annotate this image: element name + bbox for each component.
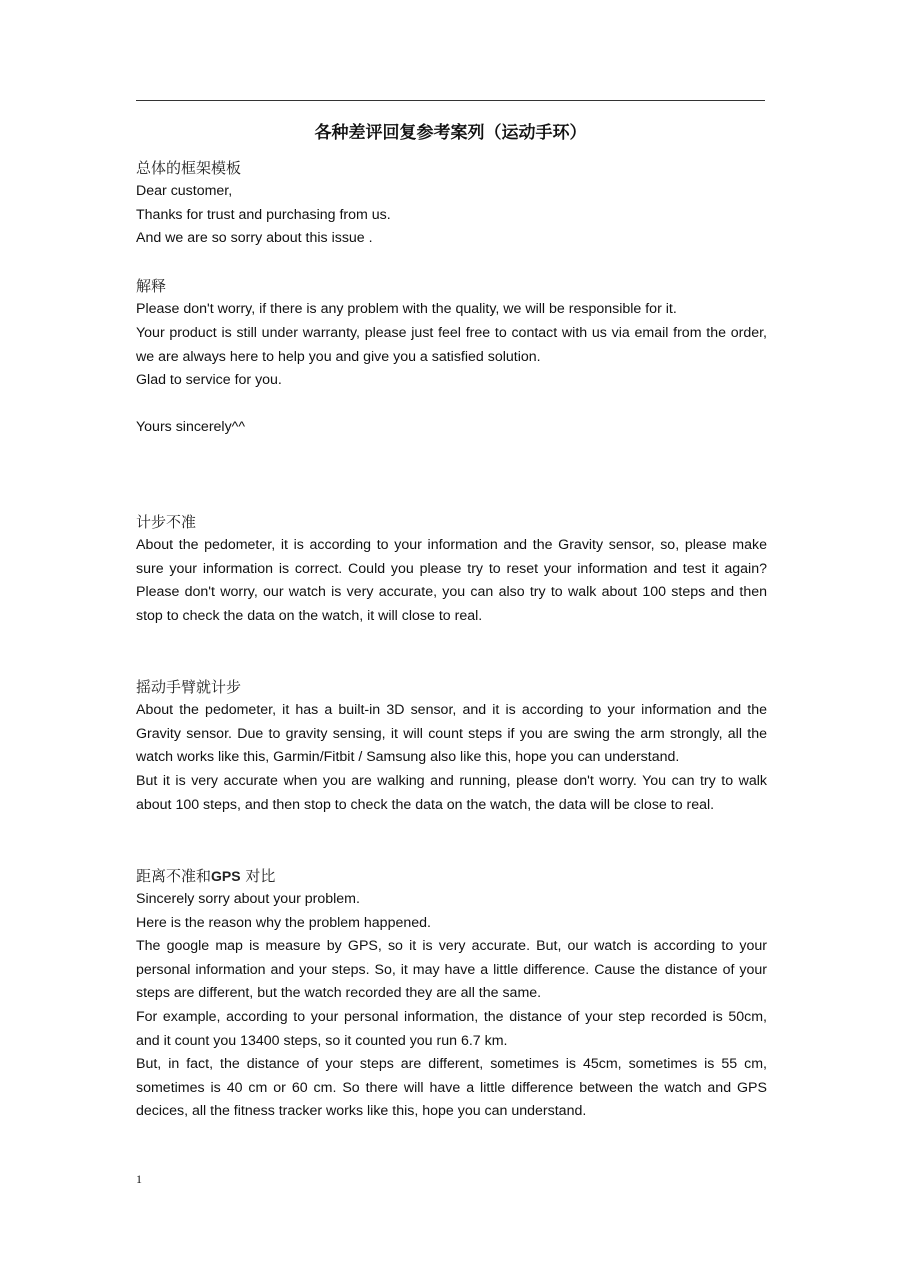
paragraph: For example, according to your personal information, the distance of your step recorded is 50cm, and it count you 13400 steps, so it counted you run 6.7 km. <box>136 1009 767 1049</box>
paragraph: But, in fact, the distance of your steps are different, sometimes is 45cm, sometimes is 55 cm, sometimes is 40 cm or 60 cm. So there will have a little difference between the watch and GPS decices, all the fitness tracker works like this, hope you can understand. <box>136 1056 767 1120</box>
greeting-line: Dear customer, <box>136 183 233 199</box>
paragraph: About the pedometer, it has a built-in 3D sensor, and it is according to your information and the Gravity sensor. Due to gravity sensing, it will count steps if you are swing the arm strongly, all the watch works like this, Garmin/Fitbit / Samsung also like this, hope you can understand. <box>136 702 767 766</box>
page-number: 1 <box>136 1172 142 1186</box>
heading-gps: GPS <box>211 868 241 884</box>
paragraph: Sincerely sorry about your problem. <box>136 891 360 907</box>
thanks-line: Thanks for trust and purchasing from us. <box>136 207 391 223</box>
paragraph: Glad to service for you. <box>136 372 282 388</box>
section-heading-template: 总体的框架模板 <box>136 159 242 177</box>
section-heading-explanation: 解释 <box>136 277 167 295</box>
section-heading-distance-gps <box>136 864 275 888</box>
paragraph: The google map is measure by GPS, so it is very accurate. But, our watch is according to your personal information and your steps. So, it may have a little difference. Cause the distance of your steps are different, but the watch recorded they are all the same. <box>136 938 767 1002</box>
closing-line: Yours sincerely^^ <box>136 419 245 435</box>
apology-line: And we are so sorry about this issue . <box>136 230 373 246</box>
heading-prefix: 距离不准和 <box>136 867 212 885</box>
header-rule <box>136 100 765 101</box>
paragraph: Your product is still under warranty, please just feel free to contact with us via email from the order, we are always here to help you and give you a satisfied solution. <box>136 325 767 365</box>
paragraph: Here is the reason why the problem happened. <box>136 915 431 931</box>
paragraph: But it is very accurate when you are walking and running, please don't worry. You can try to walk about 100 steps, and then stop to check the data on the watch, the data will be close to real. <box>136 773 767 813</box>
document-title: 各种差评回复参考案列（运动手环） <box>314 123 587 142</box>
paragraph: Please don't worry, if there is any problem with the quality, we will be responsible for it. <box>136 301 677 317</box>
section-heading-arm-swing: 摇动手臂就计步 <box>136 678 242 696</box>
paragraph: About the pedometer, it is according to your information and the Gravity sensor, so, please make sure your information is correct. Could you please try to reset your information and test it again? Please don't worry, our watch is very accurate, you can also try to walk about 100 steps and then stop to check the data on the watch, it will close to real. <box>136 537 767 624</box>
section-heading-step-inaccurate: 计步不准 <box>136 513 197 531</box>
heading-suffix: 对比 <box>245 867 276 885</box>
